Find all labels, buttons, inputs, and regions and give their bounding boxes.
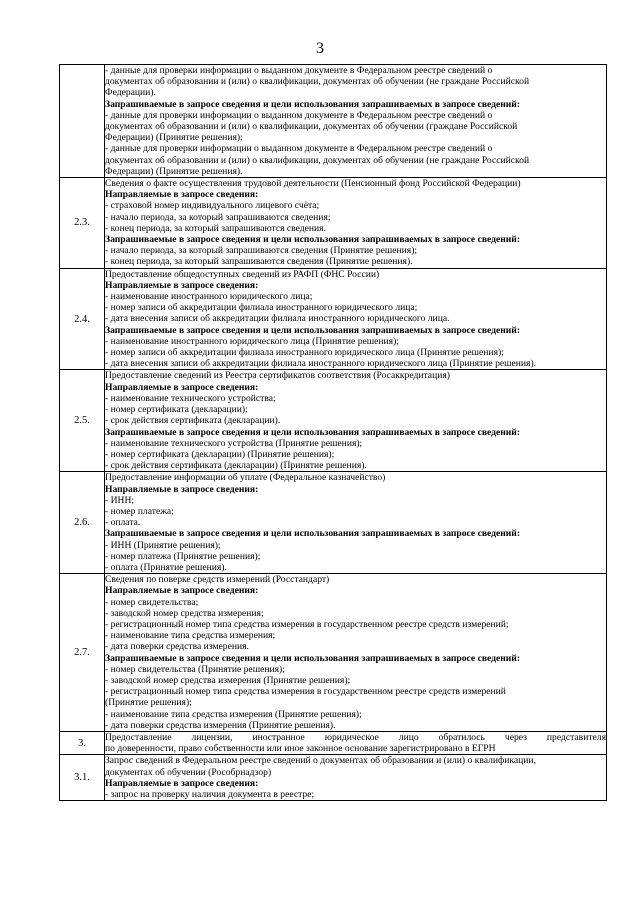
text-line: - данные для проверки информации о выданном документе в Федеральном реестре сведений о: [105, 109, 493, 121]
row-content: [105, 65, 607, 178]
row-number: [60, 65, 105, 178]
row-number: 3.1.: [60, 755, 105, 801]
text-line: Запрос сведений в Федеральном реестре сведений о документах об образовании и (или) о квалификации,: [105, 755, 536, 767]
text-line: - заводской номер средства измерения;: [105, 607, 264, 619]
text-line: документах об обучении (Рособрнадзор): [105, 766, 272, 778]
text-line: по доверенности, право собственности или иное законное основание зарегистрировано в ЕГРН: [105, 743, 496, 755]
section-heading: Направляемые в запросе сведения:: [105, 585, 259, 597]
text-line: Предоставление общедоступных сведений из РАФП (ФНС России): [105, 268, 380, 280]
table-row: [60, 268, 607, 370]
row-number: 3.: [60, 731, 105, 754]
row-number: 2.6.: [60, 472, 105, 574]
table-row: [60, 731, 607, 754]
row-content: [105, 178, 607, 269]
row-content: [105, 574, 607, 732]
text-line: - конец периода, за который запрашиваются сведения.: [105, 222, 326, 234]
text-line: - регистрационный номер типа средства измерения в государственном реестре средств измерений: [105, 686, 506, 698]
text-line: - срок действия сертификата (декларации) (Принятие решения).: [105, 460, 367, 472]
text-line: - номер платежа (Принятие решения);: [105, 550, 261, 562]
text-line: - наименование технического устройства (Принятие решения);: [105, 437, 363, 449]
document-table: [59, 64, 607, 801]
text-line: - начало периода, за который запрашиваются сведения;: [105, 211, 331, 223]
text-line: - дата поверки средства измерения.: [105, 641, 249, 653]
table-row: [60, 65, 607, 178]
text-line: - регистрационный номер типа средства измерения в государственном реестре средств измерений;: [105, 618, 509, 630]
row-content: [105, 370, 607, 472]
section-heading: Направляемые в запросе сведения:: [105, 189, 259, 201]
text-line: - страховой номер индивидуального лицевого счёта;: [105, 200, 320, 212]
text-line: - номер платежа;: [105, 505, 174, 517]
row-number: 2.7.: [60, 574, 105, 732]
section-heading: Запрашиваемые в запросе сведения и цели использования запрашиваемых в запросе сведений:: [105, 234, 521, 246]
section-heading: Запрашиваемые в запросе сведения и цели использования запрашиваемых в запросе сведений:: [105, 98, 521, 110]
text-line: - дата внесения записи об аккредитации филиала иностранного юридического лица (Принятие решения).: [105, 358, 537, 370]
text-line: - номер свидетельства (Принятие решения);: [105, 663, 285, 675]
text-line: - наименование типа средства измерения (Принятие решения);: [105, 708, 362, 720]
table-row: [60, 472, 607, 574]
table-row: [60, 755, 607, 801]
section-heading: Направляемые в запросе сведения:: [105, 381, 259, 393]
text-line: - наименование иностранного юридического лица (Принятие решения);: [105, 335, 399, 347]
text-line: - номер сертификата (декларации);: [105, 404, 248, 416]
table-row: [60, 370, 607, 472]
section-heading: Запрашиваемые в запросе сведения и цели использования запрашиваемых в запросе сведений:: [105, 528, 521, 540]
text-line: - данные для проверки информации о выданном документе в Федеральном реестре сведений о: [105, 143, 493, 155]
text-line: - запрос на проверку наличия документа в реестре;: [105, 789, 315, 800]
text-line: Предоставление информации об уплате (Федеральное казначейство): [105, 472, 386, 484]
section-heading: Направляемые в запросе сведения:: [105, 279, 259, 291]
section-heading: Направляемые в запросе сведения:: [105, 777, 259, 789]
text-line: Федерации) (Принятие решения);: [105, 132, 243, 144]
text-line: - наименование технического устройства;: [105, 392, 276, 404]
text-line: - ИНН (Принятие решения);: [105, 539, 221, 551]
table-row: [60, 574, 607, 732]
text-line: Сведения о факте осуществления трудовой деятельности (Пенсионный фонд Российской Федерации): [105, 178, 521, 190]
text-line: документах об образовании и (или) о квалификации, документах об обучении (граждане Российской: [105, 121, 518, 133]
section-heading: Запрашиваемые в запросе сведения и цели использования запрашиваемых в запросе сведений:: [105, 426, 521, 438]
text-line: - наименование иностранного юридического лица;: [105, 291, 313, 303]
text-line: - номер записи об аккредитации филиала иностранного юридического лица (Принятие решения);: [105, 347, 504, 359]
text-line: - начало периода, за который запрашиваются сведения (Принятие решения);: [105, 245, 418, 257]
text-line: - номер сертификата (декларации) (Принятие решения);: [105, 448, 335, 460]
row-content: [105, 472, 607, 574]
table-row: [60, 178, 607, 269]
text-line: - данные для проверки информации о выданном документе в Федеральном реестре сведений о: [105, 65, 493, 76]
row-number: 2.3.: [60, 178, 105, 269]
text-line: Федерации) (Принятие решения).: [105, 165, 243, 177]
text-line: - дата поверки средства измерения (Принятие решения).: [105, 719, 336, 731]
row-number: 2.5.: [60, 370, 105, 472]
text-line: Федерации).: [105, 87, 156, 99]
text-line: - оплата.: [105, 517, 141, 529]
text-line: (Принятие решения);: [105, 697, 192, 709]
text-line: - ИНН;: [105, 494, 135, 506]
section-heading: Направляемые в запросе сведения:: [105, 483, 259, 495]
section-heading: Запрашиваемые в запросе сведения и цели использования запрашиваемых в запросе сведений:: [105, 652, 521, 664]
text-line: Сведения по поверке средств измерений (Росстандарт): [105, 574, 330, 586]
row-content: [105, 268, 607, 370]
text-line: - номер свидетельства;: [105, 596, 199, 608]
text-line: - срок действия сертификата (декларации).: [105, 415, 281, 427]
row-number: 2.4.: [60, 268, 105, 370]
text-line: - дата внесения записи об аккредитации филиала иностранного юридического лица.: [105, 313, 450, 325]
row-content: [105, 755, 607, 801]
text-line: - номер записи об аккредитации филиала иностранного юридического лица;: [105, 302, 418, 314]
row-content: [105, 731, 607, 754]
text-line: Предоставление лицензии, иностранное юридическое лицо обратилось через представителя: [105, 731, 606, 743]
page-number: 3: [316, 40, 324, 57]
section-heading: Запрашиваемые в запросе сведения и цели использования запрашиваемых в запросе сведений:: [105, 324, 521, 336]
text-line: - заводской номер средства измерения (Принятие решения);: [105, 674, 351, 686]
text-line: - наименование типа средства измерения;: [105, 630, 276, 642]
text-line: Предоставление сведений из Реестра сертификатов соответствия (Росаккредитация): [105, 370, 450, 382]
text-line: - конец периода, за который запрашиваются сведения (Принятие решения).: [105, 256, 413, 268]
text-line: - оплата (Принятие решения).: [105, 561, 227, 573]
text-line: документах об образовании и (или) о квалификации, документах об обучении (не граждане Российской: [105, 154, 530, 166]
text-line: документах об образовании и (или) о квалификации, документах об обучении (не граждане Российской: [105, 76, 530, 88]
